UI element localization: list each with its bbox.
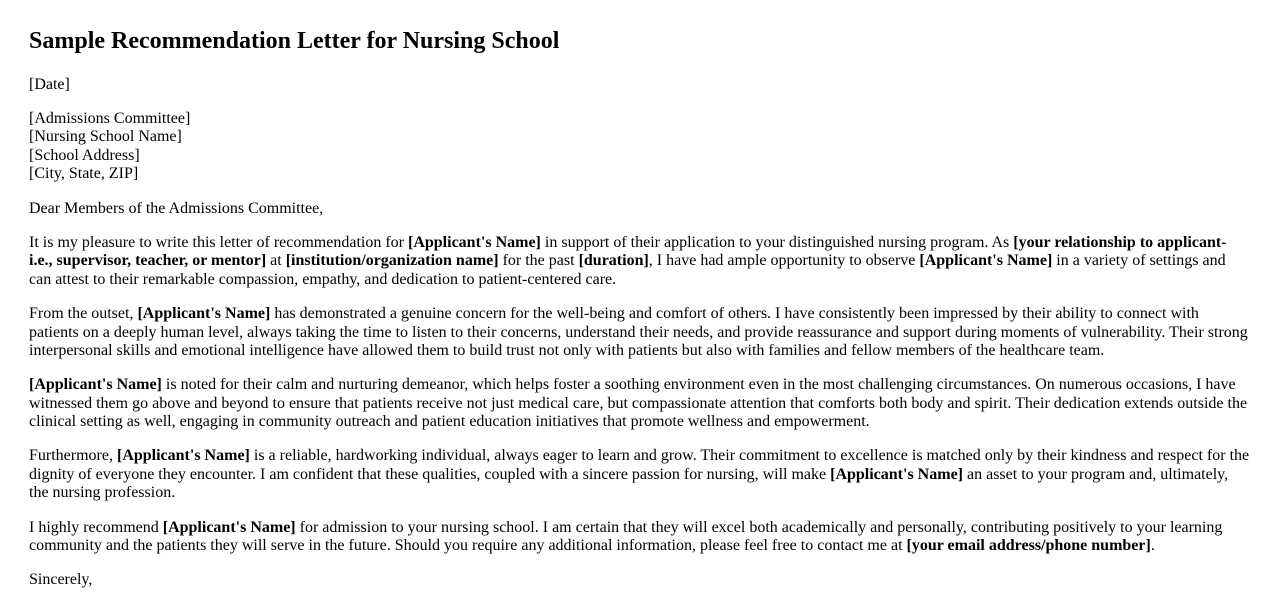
placeholder-field: [Applicant's Name] [830,465,963,483]
placeholder-field: [Applicant's Name] [162,518,296,536]
body-paragraph-compassion: From the outset, [Applicant's Name] has demonstrated a genuine concern for the well-being and comfort of others. I have consistently been impressed by their ability to connect with patients on a deeply human level, always taking the time to listen to their concerns, understand their needs, and provide reassurance and support during moments of vulnerability. Their strong interpersonal skills and emotional intelligence have allowed them to build trust not only with patients but also with families and fellow members of the healthcare team. [29,305,1248,359]
body-paragraph-demeanor: [Applicant's Name] is noted for their calm and nurturing demeanor, which helps foster a soothing environment even in the most challenging circumstances. On numerous occasions, I have witnessed them go above and beyond to ensure that patients receive not just medical care, but compassionate attention that comforts both body and spirit. Their dedication extends outside the clinical setting as well, engaging in community outreach and patient education initiatives that promote wellness and empowerment. [29,376,1248,431]
placeholder-field: [Applicant's Name] [116,447,250,465]
address-line-school-address: [School Address] [29,146,140,164]
body-paragraph-reliability: Furthermore, [Applicant's Name] is a reliable, hardworking individual, always eager to learn and grow. Their commitment to excellence is matched only by their kindness and respect for the dignity of everyone they encounter. I am confident that these qualities, coupled with a sincere passion for nursing, will make [Applicant's Name] an asset to your program and, ultimately, the nursing profession. [29,447,1250,502]
date-placeholder: [Date] [29,75,70,93]
address-line-school-name: [Nursing School Name] [29,128,182,146]
address-block [29,110,1250,184]
placeholder-field: [Applicant's Name] [408,233,541,251]
placeholder-field: [Applicant's Name] [29,376,162,394]
placeholder-field: [Applicant's Name] [919,252,1053,270]
address-line-committee: [Admissions Committee] [29,109,191,127]
placeholder-field: [duration] [578,252,649,270]
salutation: Dear Members of the Admissions Committee, [29,199,324,217]
body-paragraph-intro: It is my pleasure to write this letter of recommendation for [Applicant's Name] in support of their application to your distinguished nursing program. As [your relationship to applicant-i.e., supervisor, teacher, or mentor] at [institution/organization name] for the past [duration], I have had ample opportunity to observe [Applicant's Name] in a variety of settings and can attest to their remarkable compassion, empathy, and dedication to patient-centered care. [29,233,1227,288]
placeholder-field: [your email address/phone number] [906,537,1151,555]
placeholder-field: [your relationship to applicant-i.e., supervisor, teacher, or mentor] [29,233,1227,270]
address-line-city-state-zip: [City, State, ZIP] [29,165,139,183]
body-paragraph-recommendation: I highly recommend [Applicant's Name] for admission to your nursing school. I am certain that they will excel both academically and personally, contributing positively to your learning community and the patients they will serve in the future. Should you require any additional information, please feel free to contact me at [your email address/phone number]. [29,518,1223,555]
placeholder-field: [Applicant's Name] [137,305,271,323]
placeholder-field: [institution/organization name] [285,252,499,270]
closing: Sincerely, [29,571,93,589]
page-title: Sample Recommendation Letter for Nursing School [29,28,560,54]
